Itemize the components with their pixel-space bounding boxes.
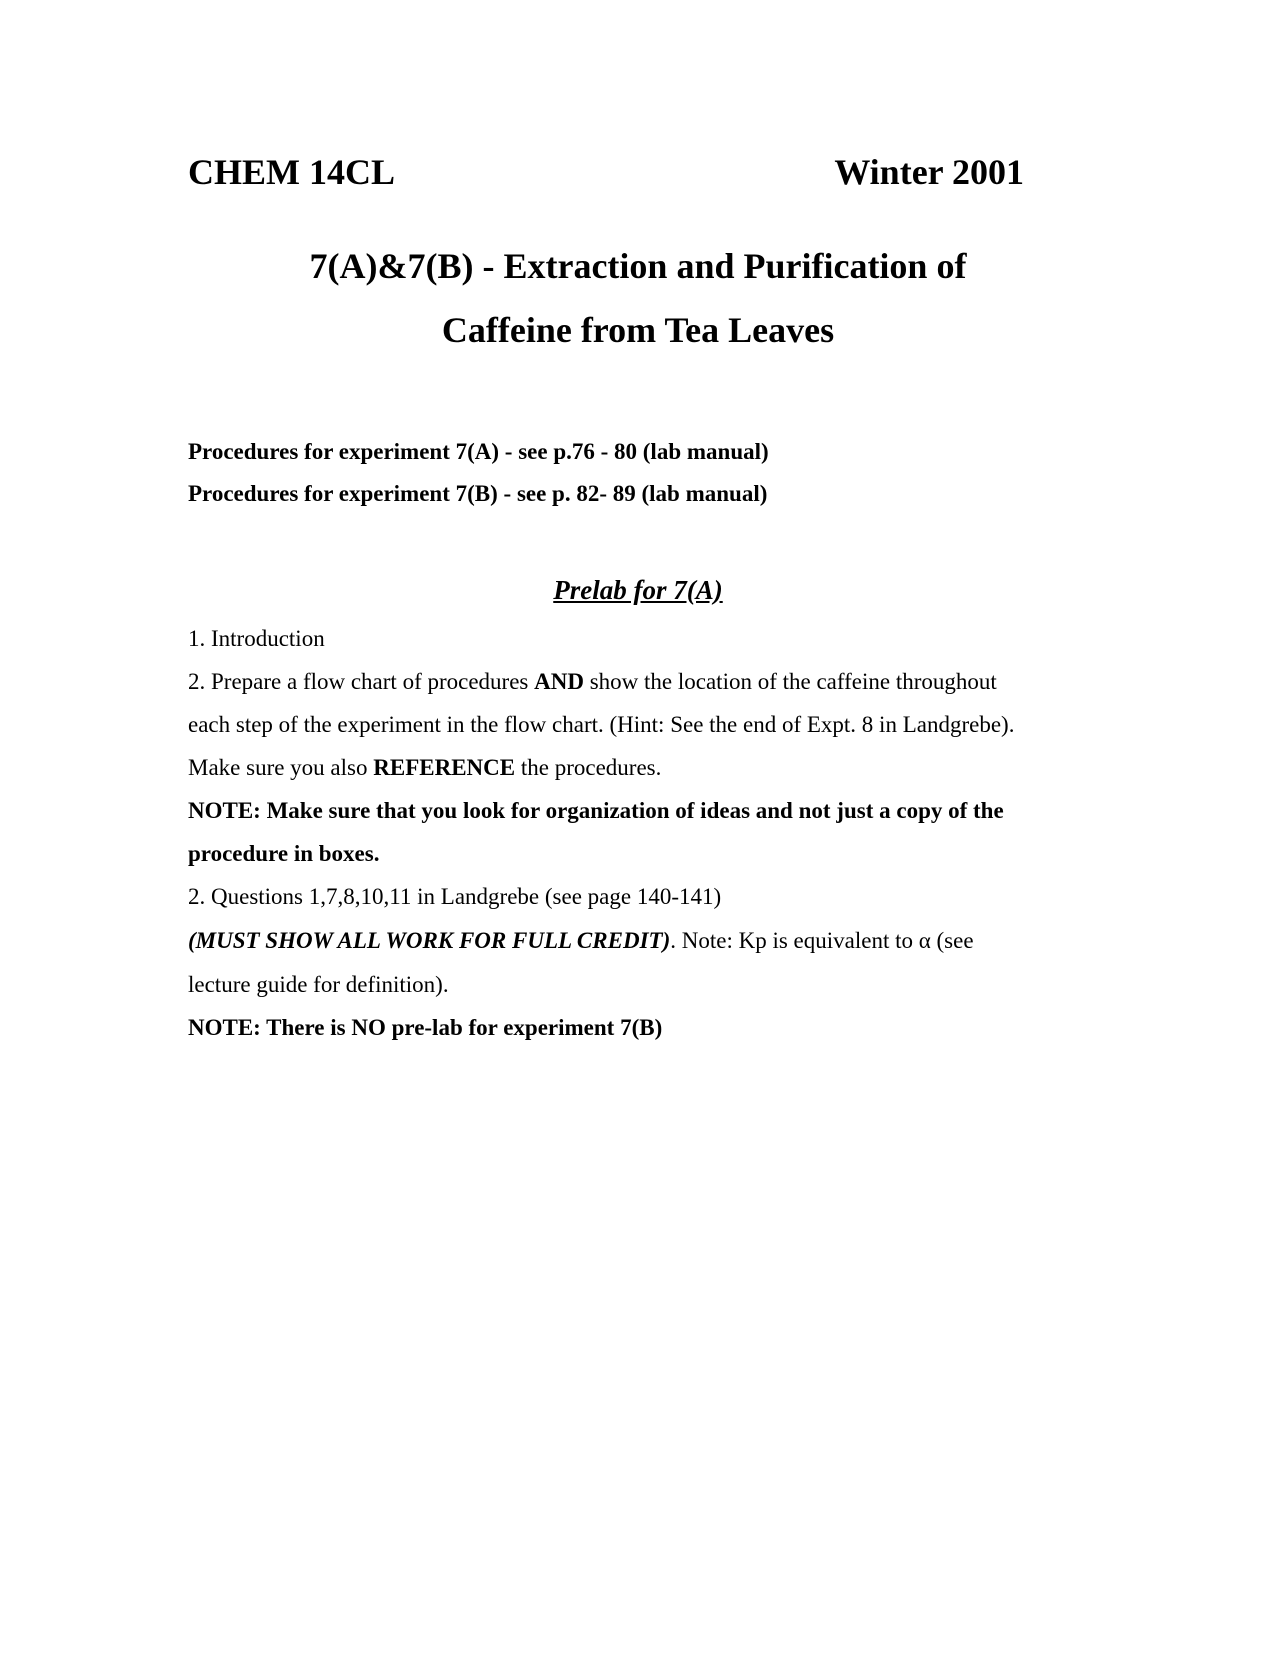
- note-organization-line-2: procedure in boxes.: [188, 841, 380, 866]
- kp-note: . Note: Kp is equivalent to α (see: [670, 928, 974, 953]
- credit-requirement: (MUST SHOW ALL WORK FOR FULL CREDIT): [188, 928, 671, 953]
- flowchart-text-a: 2. Prepare a flow chart of procedures: [188, 669, 535, 694]
- document-title-line-2: Caffeine from Tea Leaves: [441, 310, 835, 350]
- header-row: [188, 148, 1024, 196]
- prelab-item-flowchart-line-3: [188, 753, 661, 783]
- credit-note-line: [188, 926, 974, 956]
- note-no-prelab-7b: NOTE: There is NO pre-lab for experiment 7(B): [188, 1015, 663, 1040]
- reference-emphasis: REFERENCE: [373, 755, 516, 780]
- note-organization-line-1: NOTE: Make sure that you look for organization of ideas and not just a copy of the: [188, 798, 1004, 823]
- reference-text-b: the procedures.: [515, 755, 662, 780]
- prelab-item-introduction: 1. Introduction: [188, 626, 325, 651]
- flowchart-emphasis-and: AND: [534, 669, 584, 694]
- course-code: CHEM 14CL: [188, 152, 395, 192]
- kp-note-line-2: lecture guide for definition).: [188, 972, 449, 997]
- procedure-reference-7b: Procedures for experiment 7(B) - see p. 82- 89 (lab manual): [188, 481, 768, 506]
- prelab-item-flowchart-line-2: each step of the experiment in the flow chart. (Hint: See the end of Expt. 8 in Landgrebe).: [188, 712, 1015, 737]
- document-title-line-1: 7(A)&7(B) - Extraction and Purification of: [309, 246, 967, 286]
- procedure-reference-7a: Procedures for experiment 7(A) - see p.76 - 80 (lab manual): [188, 439, 769, 464]
- prelab-heading: Prelab for 7(A): [553, 575, 723, 605]
- prelab-item-questions: 2. Questions 1,7,8,10,11 in Landgrebe (see page 140-141): [188, 884, 722, 909]
- reference-text-a: Make sure you also: [188, 755, 374, 780]
- prelab-item-flowchart: [188, 667, 997, 697]
- flowchart-text-b: show the location of the caffeine throughout: [583, 669, 997, 694]
- term-label: Winter 2001: [834, 152, 1024, 192]
